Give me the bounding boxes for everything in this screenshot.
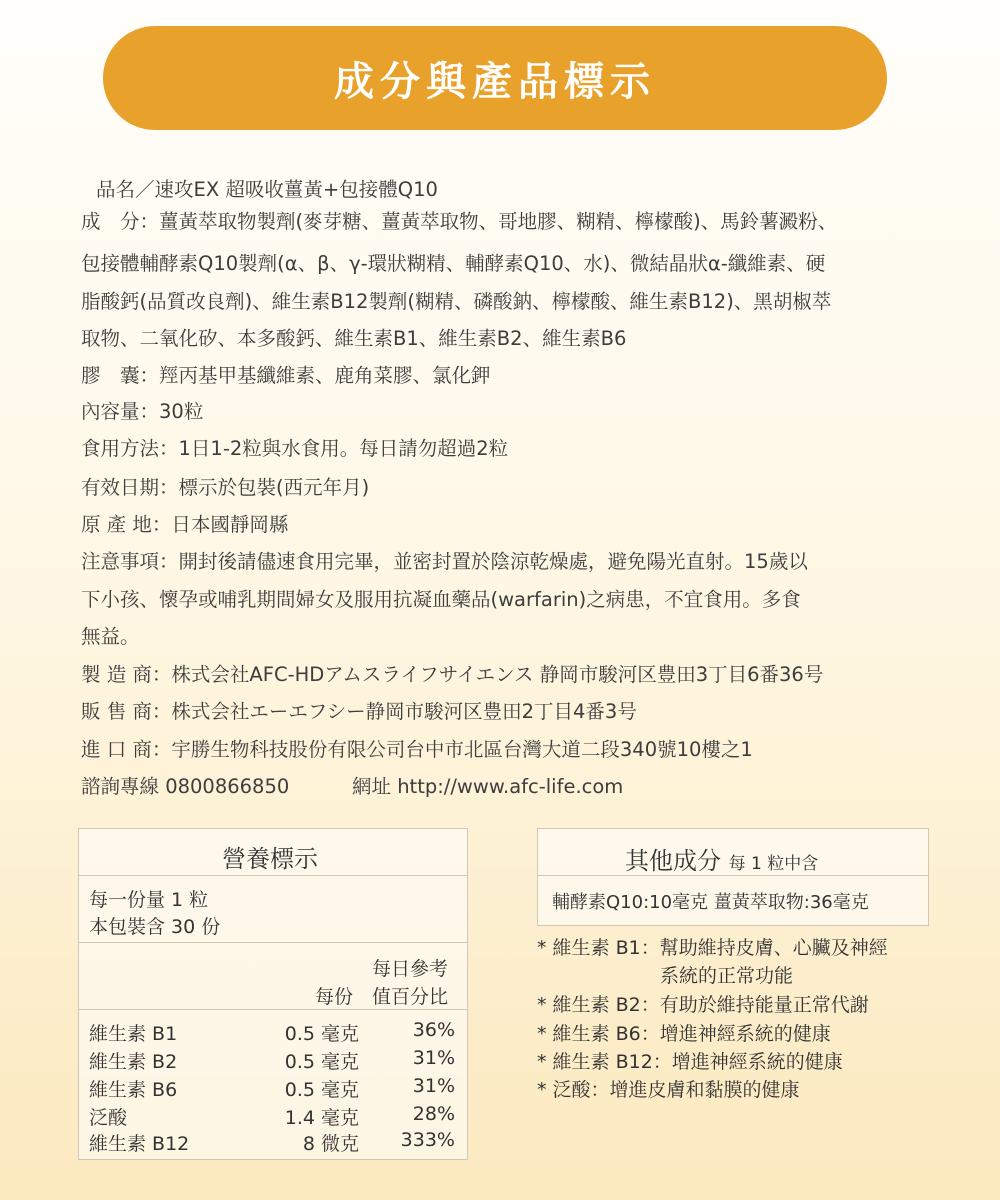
- other-title: [625, 841, 818, 876]
- website-line: 網址 http://www.afc-life.com: [352, 775, 624, 798]
- nutrient-pct: 31%: [412, 1047, 455, 1069]
- nutrient-amount: 1.4 毫克: [284, 1107, 359, 1129]
- notes-line-2: 下小孩、懷孕或哺乳期間婦女及服用抗凝血藥品(warfarin)之病患，不宜食用。多食: [81, 588, 801, 611]
- benefit-note: * 維生素 B12：增進神經系統的健康: [537, 1051, 843, 1073]
- notes-line-1: 注意事項：開封後請儘速食用完畢，並密封置於陰涼乾燥處，避免陽光直射。15歲以: [81, 550, 808, 573]
- notes-line-3: 無益。: [81, 625, 140, 648]
- benefit-note: * 維生素 B1：幫助維持皮膚、心臟及神經: [537, 937, 888, 959]
- benefit-note: * 泛酸：增進皮膚和黏膜的健康: [537, 1079, 800, 1101]
- usage-line: 食用方法：1日1-2粒與水食用。每日請勿超過2粒: [81, 437, 509, 460]
- nutrient-name: 維生素 B2: [89, 1051, 178, 1073]
- ingredients-line-3: 脂酸鈣(品質改良劑)、維生素B12製劑(糊精、磷酸鈉、檸檬酸、維生素B12)、黑胡椒萃: [81, 290, 832, 313]
- ingredients-line-1: [81, 208, 837, 236]
- col-daily-percent: 值百分比: [372, 986, 449, 1008]
- content-line: 內容量：30粒: [81, 400, 204, 423]
- col-daily-reference: 每日參考: [372, 958, 449, 980]
- benefit-note: * 維生素 B2：有助於維持能量正常代謝: [537, 994, 869, 1016]
- other-content: 輔酵素Q10:10毫克 薑黃萃取物:36毫克: [552, 892, 869, 913]
- capsule-line: 膠 囊：羥丙基甲基纖維素、鹿角菜膠、氯化鉀: [81, 364, 491, 387]
- other-title-main: 其他成分: [625, 847, 721, 875]
- nutrient-amount: 8 微克: [302, 1133, 359, 1155]
- nutrient-amount: 0.5 毫克: [284, 1051, 359, 1073]
- nutrient-pct: 31%: [412, 1075, 455, 1097]
- nutrient-amount: 0.5 毫克: [284, 1023, 359, 1045]
- manufacturer-line: 製 造 商：株式会社AFC-HDアムスライフサイエンス 静岡市駿河区豊田3丁目6番36号: [81, 663, 824, 686]
- seller-line: 販 售 商：株式会社エーエフシー静岡市駿河区豊田2丁目4番3号: [81, 700, 637, 723]
- nutrient-pct: 28%: [412, 1103, 455, 1125]
- nutrient-name: 泛酸: [89, 1107, 128, 1129]
- col-per-serving: 每份: [315, 986, 354, 1008]
- benefit-note: * 維生素 B6：增進神經系統的健康: [537, 1023, 831, 1045]
- nutrient-pct: 333%: [400, 1129, 455, 1151]
- benefit-note-cont: 系統的正常功能: [660, 965, 794, 987]
- nutrition-title: 營養標示: [222, 845, 318, 873]
- nutrient-name: 維生素 B6: [89, 1079, 178, 1101]
- expiry-line: 有效日期：標示於包裝(西元年月): [81, 476, 370, 499]
- ingredients-label: 成 分：: [81, 210, 160, 233]
- ingredients-text-1: 薑黃萃取物製劑(麥芽糖、薑黃萃取物、哥地膠、糊精、檸檬酸)、馬鈴薯澱粉、: [159, 210, 838, 233]
- product-name: 品名／速攻EX 超吸收薑黃+包接體Q10: [96, 178, 438, 201]
- hotline-line: 諮詢專線 0800866850: [81, 775, 290, 798]
- ingredients-line-2: 包接體輔酵素Q10製劑(α、β、γ-環狀糊精、輔酵素Q10、水)、微結晶狀α-纖維素、硬: [81, 252, 826, 275]
- nutrient-name: 維生素 B12: [89, 1133, 190, 1155]
- origin-line: 原 產 地：日本國靜岡縣: [81, 513, 289, 536]
- other-title-suffix: 每 1 粒中含: [728, 854, 819, 874]
- ingredients-line-4: 取物、二氧化矽、本多酸鈣、維生素B1、維生素B2、維生素B6: [81, 327, 627, 350]
- nutrition-table: [78, 828, 468, 1160]
- serving-size: 每一份量 1 粒: [89, 889, 209, 911]
- divider: [79, 942, 467, 943]
- other-ingredients-box: [537, 828, 929, 926]
- nutrient-amount: 0.5 毫克: [284, 1079, 359, 1101]
- nutrient-name: 維生素 B1: [89, 1023, 178, 1045]
- nutrient-pct: 36%: [412, 1019, 455, 1041]
- divider: [79, 1009, 467, 1010]
- servings-per-pack: 本包裝含 30 份: [89, 916, 221, 938]
- importer-line: 進 口 商：宇勝生物科技股份有限公司台中市北區台灣大道二段340號10樓之1: [81, 738, 753, 761]
- page-title: 成分與產品標示: [334, 58, 656, 105]
